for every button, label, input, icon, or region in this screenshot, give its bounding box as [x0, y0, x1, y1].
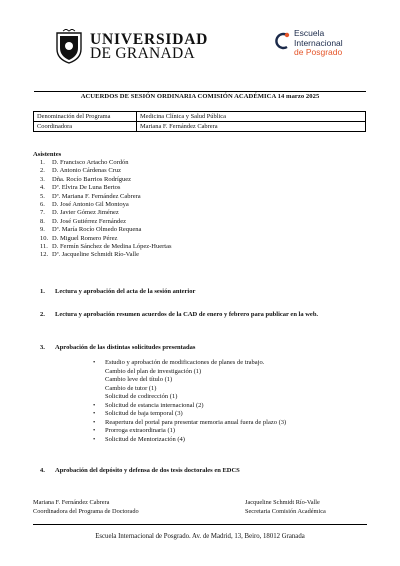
list-item: 9. Dª. María Rocío Olmedo Requena	[40, 226, 142, 234]
list-item: • Solicitud de estancia internacional (2)	[93, 401, 204, 409]
table-cell-value: Mariana F. Fernández Cabrera	[137, 122, 366, 132]
school-name-line2: Internacional	[294, 37, 343, 48]
list-item: • Solicitud de baja temporal (3)	[93, 410, 183, 417]
program-info-table	[33, 111, 366, 132]
requests-list	[93, 359, 286, 444]
attendees-list	[40, 159, 172, 260]
table-row	[34, 112, 366, 122]
university-name-line2: DE GRANADA	[90, 45, 196, 62]
signature-coordinator	[33, 498, 139, 516]
school-name-line3: de Posgrado	[294, 47, 343, 57]
list-subitem: Cambio leve del título (1)	[105, 376, 173, 383]
table-row	[34, 122, 366, 132]
list-item: • Estudio y aprobación de modificaciones de planes de trabajo.	[93, 359, 265, 366]
signer-role: Secretaria Comisión Académica	[245, 508, 326, 515]
table-cell-value: Medicina Clínica y Salud Pública	[137, 112, 366, 122]
list-item: 11. D. Fermín Sánchez de Medina López-Huertas	[40, 243, 172, 251]
list-item: 3. Dña. Rocío Barrios Rodríguez	[40, 175, 132, 183]
list-subitem: Cambio del plan de investigación (1)	[105, 367, 202, 375]
list-item: • Prorroga extraordinaria (1)	[93, 427, 176, 434]
university-crest-icon	[54, 29, 84, 65]
university-name-line1: UNIVERSIDAD	[90, 31, 209, 48]
list-subitem: Cambio de tutor (1)	[105, 384, 157, 392]
footer-address: Escuela Internacional de Posgrado. Av. de Madrid, 13, Beiro, 18012 Granada	[95, 533, 305, 540]
list-item: 10. D. Miguel Romero Pérez	[40, 234, 118, 242]
list-item: 6. D. José Antonio Gil Montoya	[40, 201, 129, 209]
list-item: 1. D. Francisco Artacho Cordón	[40, 159, 129, 166]
attendees-heading: Asistentes	[33, 151, 62, 158]
footer-divider	[33, 524, 367, 525]
table-cell-key: Coordinadora	[34, 122, 137, 132]
signer-role: Coordinadora del Programa de Doctorado	[33, 508, 139, 515]
signer-name: Mariana F. Fernández Cabrera	[33, 499, 110, 506]
table-cell-key: Denominación del Programa	[34, 112, 137, 122]
list-item: • Solicitud de Mentorización (4)	[93, 435, 185, 443]
school-logo-icon	[273, 31, 291, 51]
signature-secretary	[245, 498, 326, 516]
document-title: ACUERDOS DE SESIÓN ORDINARIA COMISIÓN ACADÉMICA 14 marzo 2025	[34, 91, 366, 100]
school-name-line1: Escuela	[294, 28, 325, 38]
signer-name: Jacqueline Schmidt Río-Valle	[245, 499, 320, 506]
list-item: • Reapertura del portal para presentar memoria anual fuera de plazo (3)	[93, 418, 287, 426]
list-item: 8. D. José Gutiérrez Fernández	[40, 217, 126, 225]
list-item: 5. Dª. Mariana F. Fernández Cabrera	[40, 192, 141, 200]
list-subitem: Solicitud de codirección (1)	[105, 393, 178, 400]
document-page: UNIVERSIDAD DE GRANADA Escuela Internacional de Posgrado ACUERDOS DE SESIÓN ORDINARIA COMISIÓN ACADÉMICA 14 marzo 2025 Denominación del Programa Medicina Clínica y Salud Pública Coordinadora Mariana F. Fernández Cabrera Asistentes 1. D. Francisco Artacho Cordón 2. D. Antonio Cárdenas Cruz 3. Dña. Rocío Barrios Rodríguez 4. Dª. Elvira De Luna Bertos 5. Dª. Mariana F. Fernández Cabrera 6. D. José Antonio Gil Montoya 7. D. Javier Gómez Jiménez 8. D. José Gutiérrez Fernández 9. Dª. María Rocío Olmedo Requena 10. D. Miguel Romero Pérez 11. D. Fermín Sánchez de Medina López-Huertas 12. Dª. Jacqueline Schmidt Río-Valle 1. Lectura y aprobación del acta de la sesión anterior 2. Lectura y aprobación resumen acuerdos de la CAD de enero y febrero para publicar en la web. 3. Aprobación de las distintas solicitudes presentadas • Estudio y aprobación de modificaciones de planes de trabajo. Cambio del plan de investigación (1) Cambio leve del título (1) Cambio de tutor (1) Solicitud de codirección (1) • Solicitud de estancia internacional (2) • Solicitud de baja temporal (3) • Reapertura del portal para presentar memoria anual fuera de plazo (3) • Prorroga extraordinaria (1) • Solicitud de Mentorización (4) 4. Aprobación del depósito y defensa de dos tesis doctorales en EDCS Mariana F. Fernández Cabrera Coordinadora del Programa de Doctorado Jacqueline Schmidt Río-Valle Secretaria Comisión Académica Escuela Internacional de Posgrado. Av. de Madrid, 13, Beiro, 18012 Granada	[0, 0, 400, 566]
list-item: 4. Dª. Elvira De Luna Bertos	[40, 184, 121, 192]
list-item: 2. D. Antonio Cárdenas Cruz	[40, 167, 121, 175]
university-logo	[54, 29, 208, 65]
school-logo	[273, 29, 343, 58]
list-item: 7. D. Javier Gómez Jiménez	[40, 209, 119, 217]
list-item: 12. Dª. Jacqueline Schmidt Río-Valle	[40, 251, 139, 259]
